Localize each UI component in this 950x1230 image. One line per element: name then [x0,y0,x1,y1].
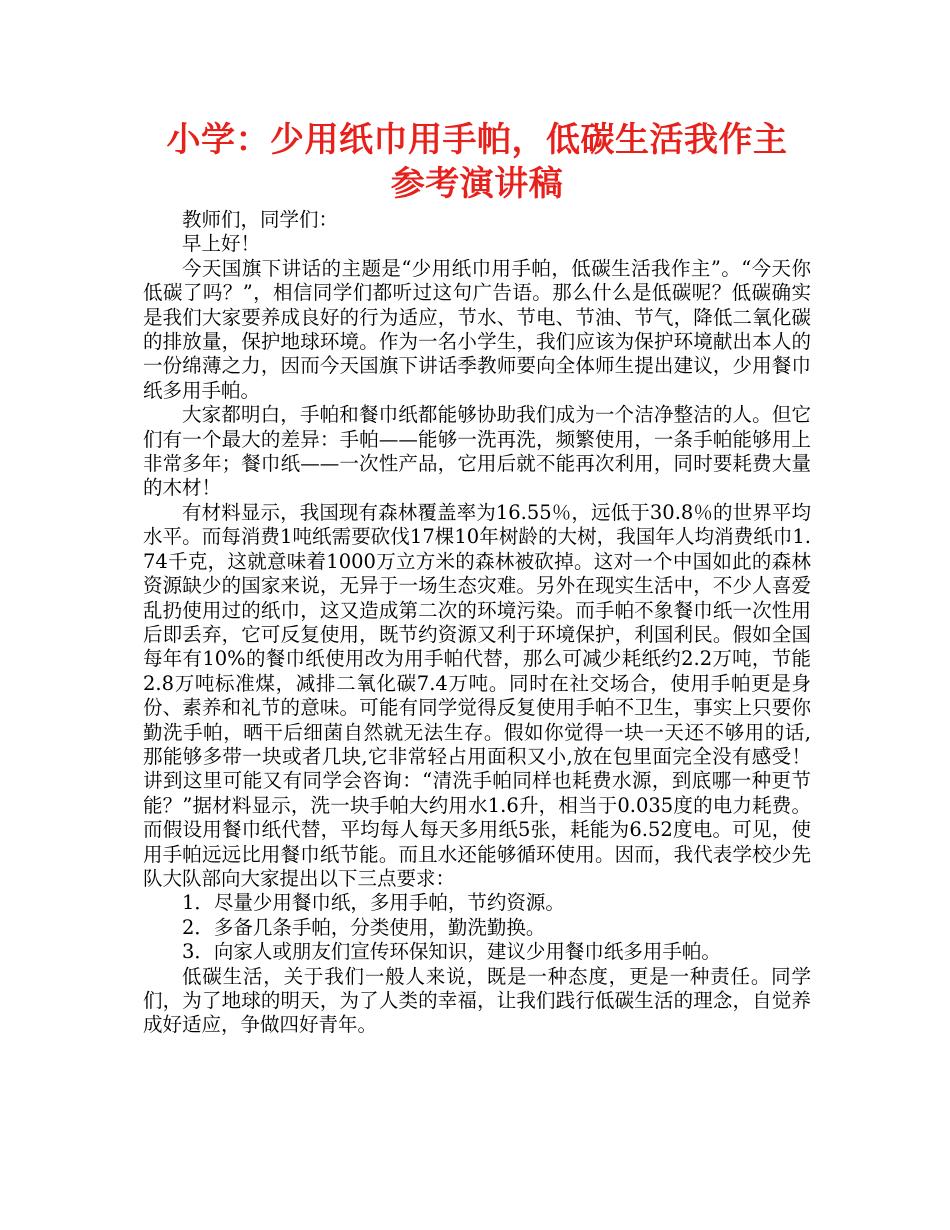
requirement-3: 3．向家人或朋友们宣传环保知识，建议少用餐巾纸多用手帕。 [182,940,721,964]
salutation: 教师们，同学们： [182,208,339,231]
title-line-1: 小学：少用纸巾用手帕，低碳生活我作主 [166,120,788,160]
document-page [143,118,811,1038]
paragraph-evidence: 有材料显示，我国现有森林覆盖率为16.55％，远低于30.8％的世界平均水平。而每消费1吨纸需要砍伐17棵10年树龄的大树，我国年人均消费纸巾1.74千克，这就意味着1000万立方米的森林被砍掉。这对一个中国如此的森林资源缺少的国家来说，无异于一场生态灾难。另外在现实生活中，不少人喜爱乱扔使用过的纸巾，这又造成第二次的环境污染。而手帕不象餐巾纸一次性用后即丢弃，它可反复使用，既节约资源又利于环境保护，利国利民。假如全国每年有10%的餐巾纸使用改为用手帕代替，那么可减少耗纸约2.2万吨，节能2.8万吨标准煤，减排二氧化碳7.4万吨。同时在社交场合，使用手帕更是身份、素养和礼节的意味。可能有同学觉得反复使用手帕不卫生，事实上只要你勤洗手帕，晒干后细菌自然就无法生存。假如你觉得一块一天还不够用的话,那能够多带一块或者几块,它非常轻占用面积又小,放在包里面完全没有感受！讲到这里可能又有同学会咨询：“清洗手帕同样也耗费水源，到底哪一种更节能？”据材料显示，洗一块手帕大约用水1.6升，相当于0.035度的电力耗费。而假设用餐巾纸代替，平均每人每天多用纸5张，耗能为6.52度电。可见，使用手帕远远比用餐巾纸节能。而且水还能够循环使用。因而，我代表学校少先队大队部向大家提出以下三点要求： [143,500,811,890]
document-title [143,118,811,206]
paragraph-intro: 今天国旗下讲话的主题是“少用纸巾用手帕，低碳生活我作主”。“今天你低碳了吗？”，相信同学们都听过这句广告语。那么什么是低碳呢？低碳确实是我们大家要养成良好的行为适应，节水、节电、节油、节气，降低二氧化碳的排放量，保护地球环境。作为一名小学生，我们应该为保护环境献出本人的一份绵薄之力，因而今天国旗下讲话季教师要向全体师生提出建议，少用餐巾纸多用手帕。 [143,256,811,402]
paragraph-conclusion: 低碳生活，关于我们一般人来说，既是一种态度，更是一种责任。同学们，为了地球的明天，为了人类的幸福，让我们践行低碳生活的理念，自觉养成好适应，争做四好青年。 [143,964,811,1037]
title-line-2: 参考演讲稿 [390,164,564,204]
document-body [143,208,811,1038]
requirement-1: 1．尽量少用餐巾纸，多用手帕，节约资源。 [182,891,565,915]
requirement-2: 2．多备几条手帕，分类使用，勤洗勤换。 [182,915,546,939]
paragraph-comparison: 大家都明白，手帕和餐巾纸都能够协助我们成为一个洁净整洁的人。但它们有一个最大的差异：手帕——能够一洗再洗，频繁使用，一条手帕能够用上非常多年；餐巾纸——一次性产品，它用后就不能再次利用，同时要耗费大量的木材！ [143,403,811,500]
greeting: 早上好！ [182,232,261,256]
